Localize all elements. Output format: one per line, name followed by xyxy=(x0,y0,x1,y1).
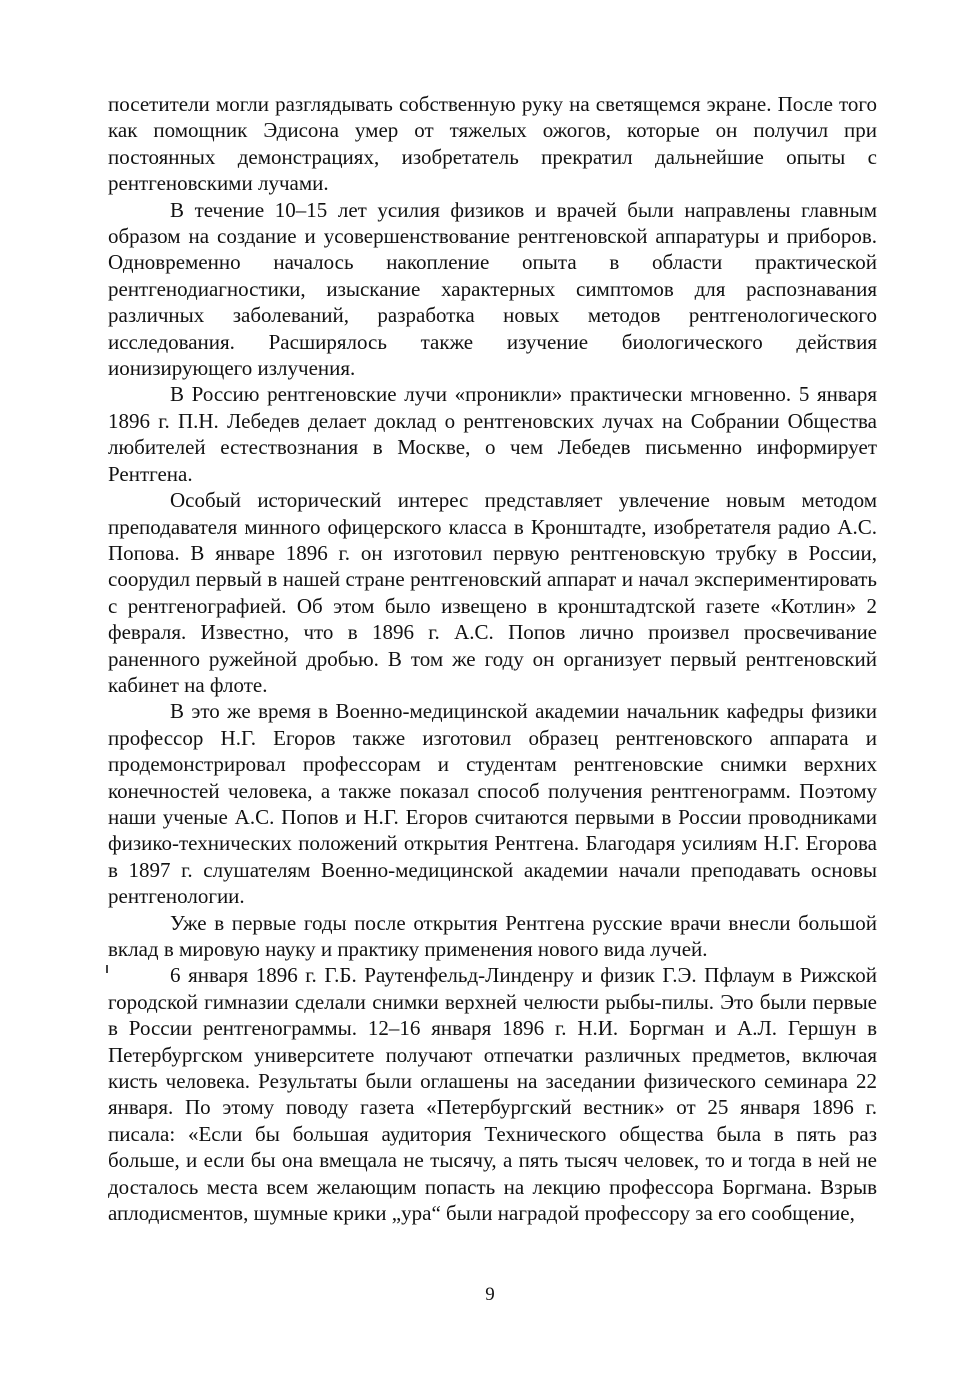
page-body xyxy=(108,91,877,1226)
paragraph-russian-doctors: Уже в первые годы после открытия Рентгена русские врачи внесли большой вклад в мировую науку и практику применения нового вида лучей. xyxy=(108,910,877,961)
scan-artifact-mark xyxy=(106,965,108,973)
paragraph-lebedev-report: В Россию рентгеновские лучи «проникли» практически мгновенно. 5 января 1896 г. П.Н. Лебедев делает доклад о рентгеновских лучах на Собрании Общества любителей естествознания в Москве, о чем Лебедев письменно информирует Рентгена. xyxy=(108,382,877,486)
paragraph-first-radiographs: 6 января 1896 г. Г.Б. Раутенфельд-Линденру и физик Г.Э. Пфлаум в Рижской городской гимназии сделали снимки верхней челюсти рыбы-пилы. Это были первые в России рентгенограммы. 12–16 января 1896 г. Н.И. Боргман и А.Л. Гершун в Петербургском университете получают отпечатки различных предметов, включая кисть человека. Результаты были оглашены на заседании физического семинара 22 января. По этому поводу газета «Петербургский вестник» от 25 января 1896 г. писала: «Если бы большая аудитория Технического общества была в пять раз больше, и если бы она вмещала не тысячу, а пять тысяч человек, то и тогда в ней не досталось места всем желающим попасть на лекцию профессора Боргмана. Взрыв аплодисментов, шумные крики „ура“ были наградой профессору за его сообщение, xyxy=(108,963,877,1226)
paragraph-egorov: В это же время в Военно-медицинской академии начальник кафедры физики профессор Н.Г. Егоров также изготовил образец рентгеновского аппарата и продемонстрировал профессорам и студентам рентгеновские снимки верхних конечностей человека, а также показал способ получения рентгенограмм. Поэтому наши ученые А.С. Попов и Н.Г. Егоров считаются первыми в России проводниками физико-технических положений открытия Рентгена. Благодаря усилиям Н.Г. Егорова в 1897 г. слушателям Военно-медицинской академии начали преподавать основы рентгенологии. xyxy=(108,699,877,909)
paragraph-popov: Особый исторический интерес представляет увлечение новым методом преподавателя минного офицерского класса в Кронштадте, изобретателя радио А.С. Попова. В январе 1896 г. он изготовил первую рентгеновскую трубку в России, соорудил первый в нашей стране рентгеновский аппарат и начал экспериментировать с рентгенографией. Об этом было извещено в кронштадтской газете «Котлин» 2 февраля. Известно, что в 1896 г. А.С. Попов лично произвел просвечивание раненного ружейной дробью. В том же году он организует первый рентгеновский кабинет на флоте. xyxy=(108,488,877,697)
paragraph-continuation: посетители могли разглядывать собственную руку на светящемся экране. После того как помощник Эдисона умер от тяжелых ожогов, которые он получил при постоянных демонстрациях, изобретатель прекратил дальнейшие опыты с рентгеновскими лучами. xyxy=(108,92,877,196)
paragraph-apparatus-development: В течение 10–15 лет усилия физиков и врачей были направлены главным образом на создание и усовершенствование рентгеновской аппаратуры и приборов. Одновременно началось накопление опыта в области практической рентгенодиагностики, изыскание характерных симптомов для распознавания различных заболеваний, разработка новых методов рентгенологического исследования. Расширялось также изучение биологического действия ионизирующего излучения. xyxy=(108,197,877,381)
page-number: 9 xyxy=(485,1284,495,1305)
